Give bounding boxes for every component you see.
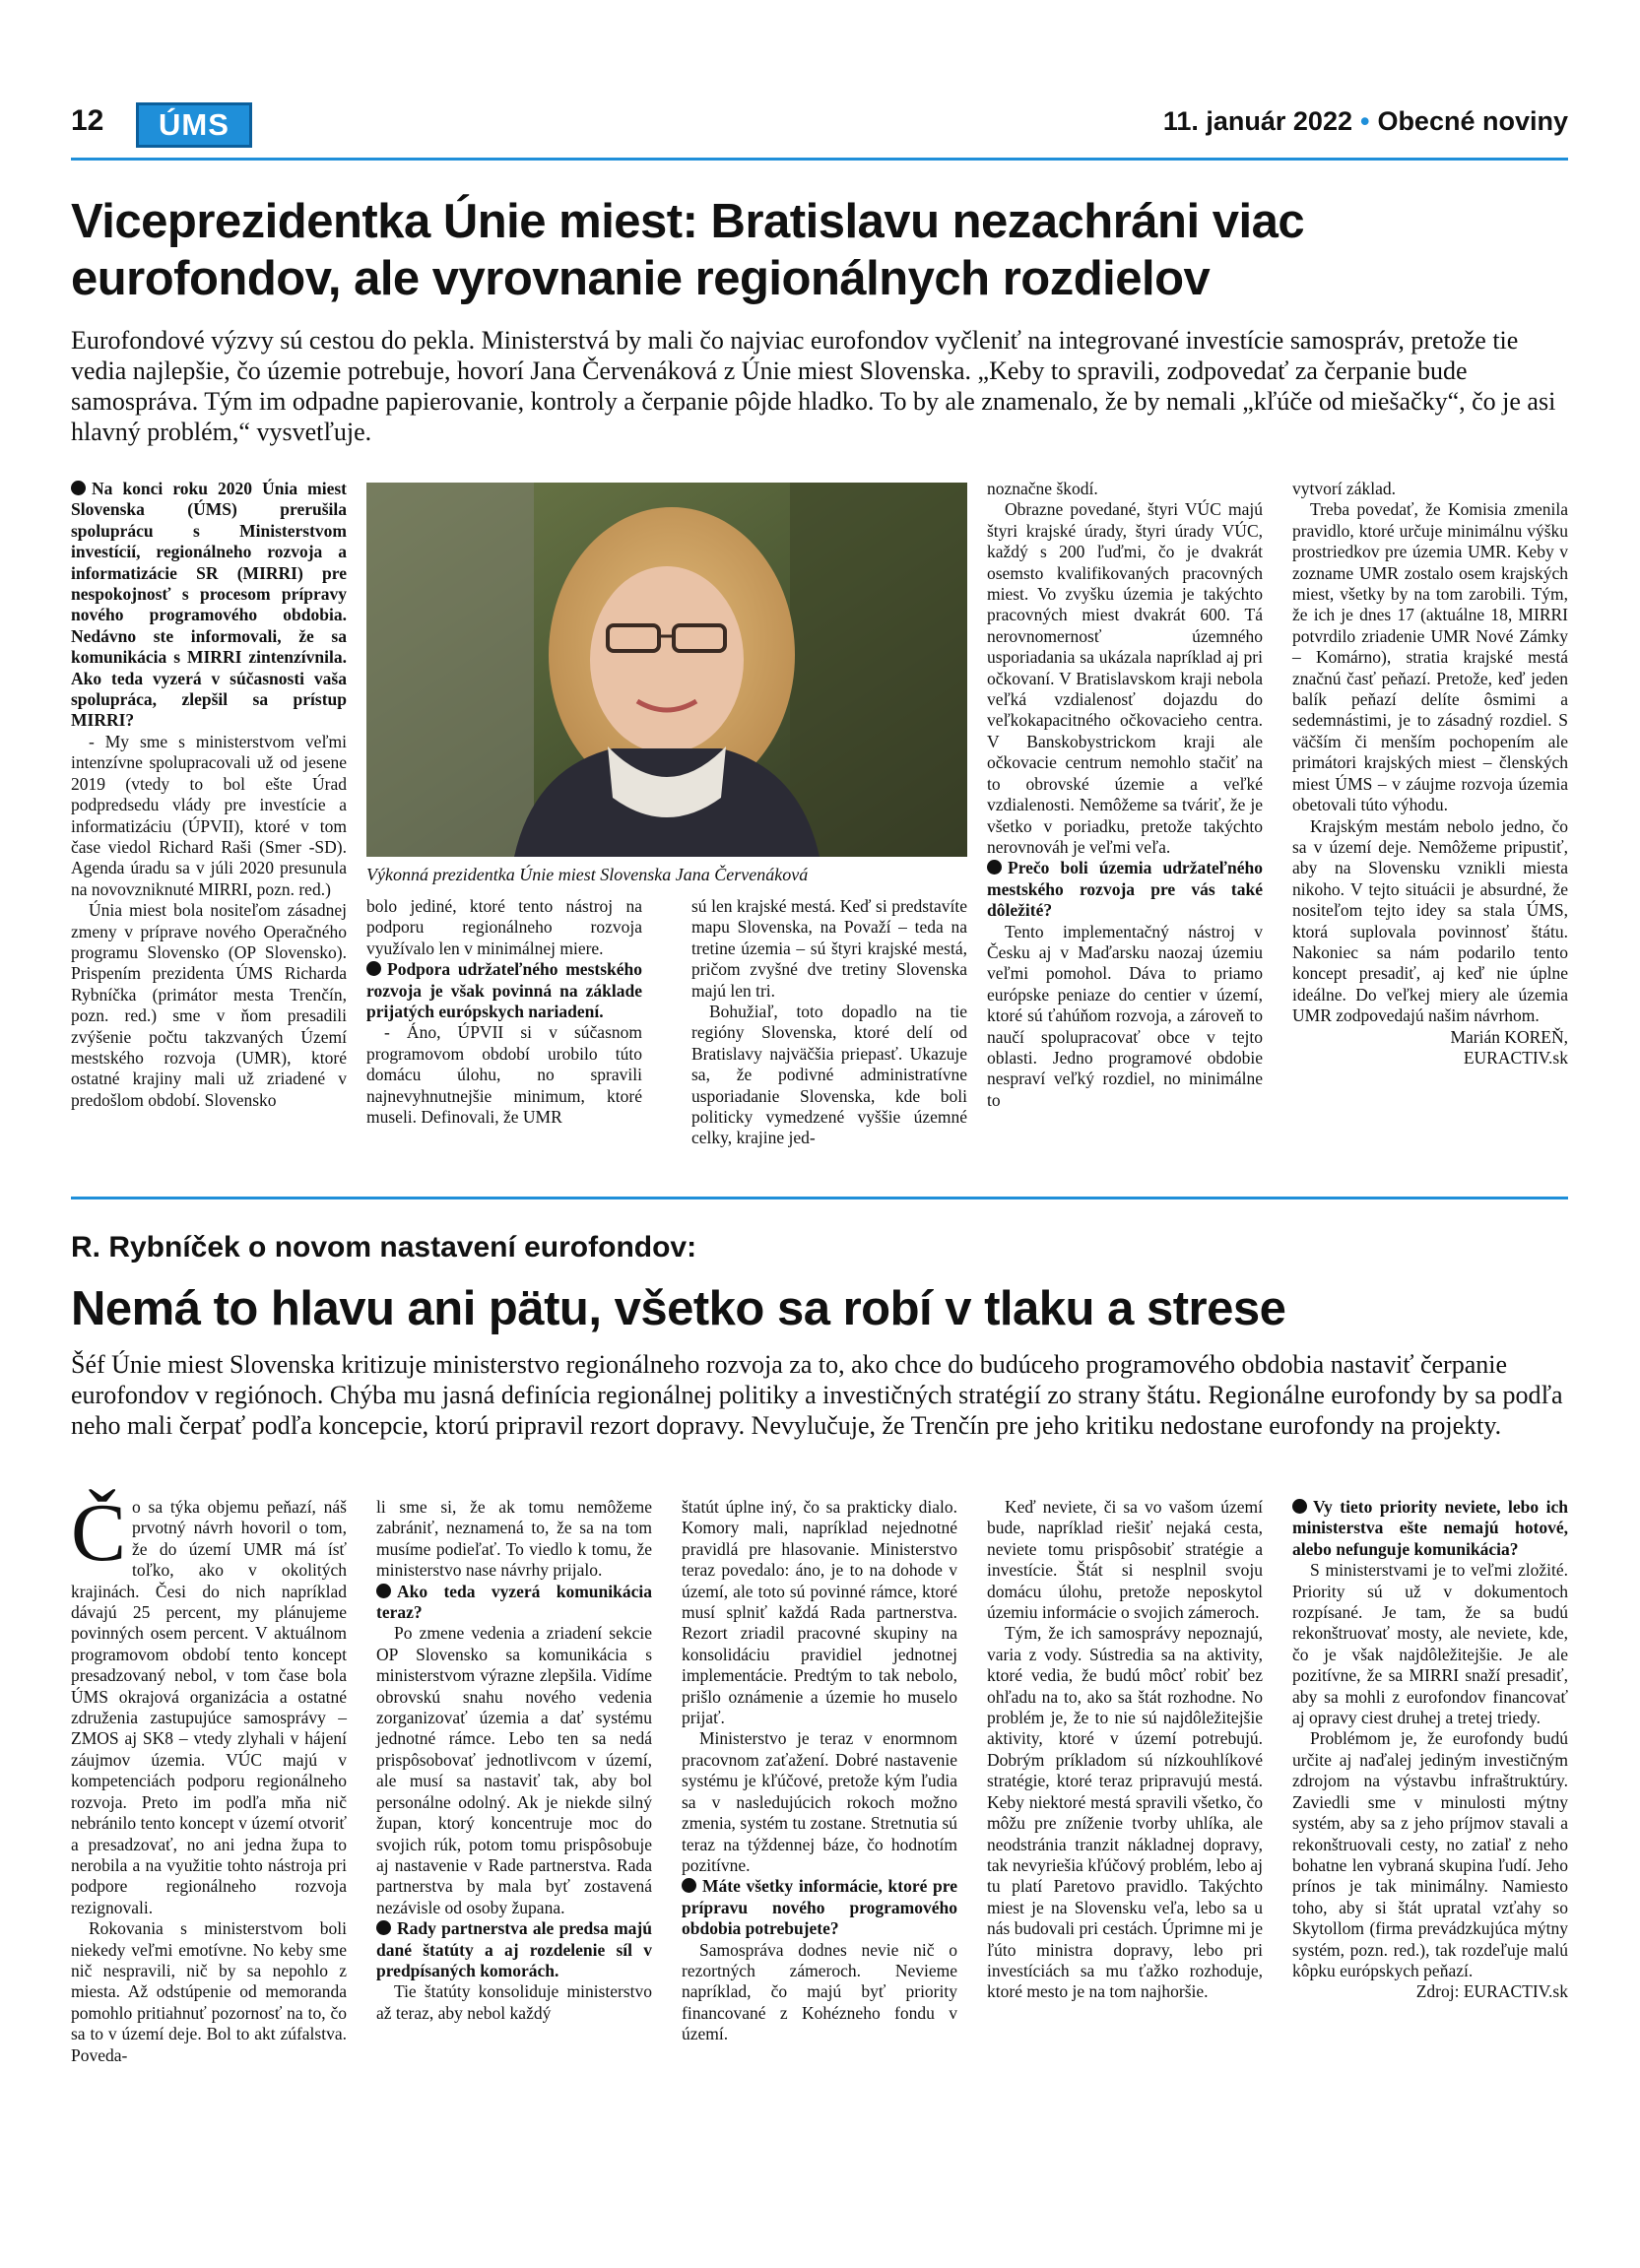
- paragraph: Krajským mestám nebolo jedno, čo sa v území deje. Nemôžeme pripustiť, aby na Slovensku vznikli miesta nikoho. V tejto situácii je absurdné, že nositeľom tejto idey sa stala ÚMS, ktorá suplovala povinnosť štátu. Nakoniec sa nám podarilo tento koncept presadiť, aj keď nie úplne ideálne. Do veľkej miery ale územia UMR zodpovedajú našim návrhom.: [1292, 815, 1568, 1026]
- article2-column-1: [71, 1487, 347, 2066]
- paragraph: Keď neviete, či sa vo vašom území bude, napríklad riešiť nejaká cesta, neviete tomu prispôsobiť stratégie a investície. Štát si nesplnil svoju domácu úlohu, pretože neposkytol územiu informácie o svojich zámeroch.: [987, 1497, 1263, 1623]
- portrait-photo: [366, 483, 967, 857]
- bullet-icon: [682, 1878, 696, 1893]
- paragraph: Ministerstvo je teraz v enormnom pracovnom zaťažení. Dobré nastavenie systému je kľúčové, pretože kým ľudia sa v nasledujúcich rokoch možno zmenia, systém tu zostane. Stretnutia sú teraz na týždennej báze, čo hodnotím pozitívne.: [682, 1728, 957, 1875]
- paragraph: Rokovania s ministerstvom boli niekedy veľmi emotívne. No keby sme nič nespravili, nič by sa nepohlo z miesta. Až odstúpenie od memoranda pomohlo pritiahnuť pozornosť na to, čo sa to v území deje. Bol to akt zúfalstva. Poveda-: [71, 1918, 347, 2065]
- issue-info: [1163, 106, 1568, 137]
- bullet-icon: [987, 860, 1002, 875]
- article2-column-3: [682, 1497, 957, 2045]
- article1-column-4: [987, 479, 1263, 1111]
- interview-question: Na konci roku 2020 Únia miest Slovenska (ÚMS) prerušila spoluprácu s Ministerstvom investícií, regionálneho rozvoja a informatizácie SR (MIRRI) pre nespokojnosť s procesom prípravy nového programového obdobia. Nedávno ste informovali, že sa komunikácia s MIRRI zintenzívnila. Ako teda vyzerá v súčasnosti vaša spolupráca, zlepšil sa prístup MIRRI?: [71, 479, 347, 731]
- page-header: [71, 95, 1568, 154]
- bullet-icon: [71, 481, 86, 495]
- paragraph: Po zmene vedenia a zriadení sekcie OP Slovensko sa komunikácia s ministerstvom výrazne zlepšila. Vidíme obrovskú snahu nového vedenia zorganizovať územia a dať systému jednotné rámce. Lebo ten sa nedá prispôsobovať jednotlivcom v území, ale musí sa nastaviť tak, aby bol personálne odolný. Ak je niekde silný župan, ktorý koncentruje moc do svojich rúk, potom tomu prispôsobuje aj nastavenie v Rade partnerstva. Rada partnerstva by mala byť zostavená nezávisle od osoby župana.: [376, 1623, 652, 1917]
- bullet-icon: [366, 961, 381, 976]
- drop-cap: Č: [71, 1487, 127, 1579]
- paragraph: Treba povedať, že Komisia zmenila pravidlo, ktoré určuje minimálnu výšku prostriedkov pre územia UMR. Keby v zozname UMR zostalo osem krajských miest, všetky by na tom zarobili. Tým, že ich je dnes 17 (aktuálne 18, MIRRI potvrdilo zriadenie UMR Nové Zámky – Komárno), stratia krajské mestá značnú časť peňazí. Pretože, keď jeden balík peňazí delíte ôsmimi a sedemnástimi, je to zásadný rozdiel. S väčším či menším pochopením ale primátori krajských miest – členských miest ÚMS – v záujme rozvoja územia obetovali túto výhodu.: [1292, 499, 1568, 815]
- bullet-icon: [1292, 1499, 1307, 1514]
- bullet-icon: [376, 1584, 391, 1598]
- paragraph: S ministerstvami je to veľmi zložité. Priority sú už v dokumentoch rozpísané. Je tam, že sa budú rekonštruovať mosty, ale neviete, kde, čo je však najdôležitejšie. Je ale pozitívne, že sa MIRRI snaží presadiť, aby sa mohli z eurofondov financovať aj opravy ciest druhej a tretej triedy.: [1292, 1560, 1568, 1728]
- paragraph: Obrazne povedané, štyri VÚC majú štyri krajské úrady, štyri úrady VÚC, každý s 200 ľuďmi, čo je dvakrát osemsto kvalifikovaných pracovných miest. Vo zvyšku územia je takýchto pracovných miest dvakrát 600. Tá nerovnomernosť územného usporiadania sa ukázala napríklad aj pri očkovaní. V Bratislavskom kraji nebola veľká vzdialenosť dojazdu do veľkokapacitného očkovacieho centra. V Banskobystrickom kraji ale očkovacie centrum nemohlo stačiť na to obrovské územie a veľké vzdialenosti. Nemôžeme sa tváriť, že je všetko v poriadku, pretože takýchto nerovnováh je veľmi veľa.: [987, 499, 1263, 857]
- portrait-illustration: [366, 483, 967, 857]
- paragraph: sú len krajské mestá. Keď si predstavíte mapu Slovenska, na Považí – teda na tretine územia – sú štyri krajské mestá, pričom zvyšné dve tretiny Slovenska majú len tri.: [691, 896, 967, 1001]
- author-name: Marián KOREŇ,: [1450, 1026, 1568, 1047]
- bullet-icon: [376, 1920, 391, 1935]
- interview-question: Podpora udržateľného mestského rozvoja je však povinná na základe prijatých európskych nariadení.: [366, 959, 642, 1022]
- paragraph: Čo sa týka objemu peňazí, náš prvotný návrh hovoril o tom, že do území UMR má ísť toľko, ako v okolitých krajinách. Česi do nich napríklad dávajú 25 percent, my plánujeme povinných osem percent. V aktuálnom programovom období tento koncept presadzovaný nebol, v tom čase bola ÚMS okrajová organizácia a ostatné združenia zastupujúce samosprávy – ZMOS aj SK8 – vtedy zlyhali v hájení záujmov územia. VÚC majú v kompetenciách podporu regionálneho rozvoja. Preto im podľa mňa nič nebránilo tento koncept v území otvoriť a presadzovať, no ani jedna župa to nerobila a na využitie tohto nástroja pri podpore regionálneho rozvoja rezignovali.: [71, 1487, 347, 1917]
- header-separator: •: [1359, 106, 1370, 136]
- article2-column-2: [376, 1497, 652, 2024]
- article2-headline: Nemá to hlavu ani pätu, všetko sa robí v tlaku a strese: [71, 1282, 1286, 1335]
- article2-lead: Šéf Únie miest Slovenska kritizuje ministerstvo regionálneho rozvoja za to, ako chce do budúceho programového obdobia nastaviť čerpanie eurofondov v regiónoch. Chýba mu jasná definícia regionálnej politiky a investičných stratégií zo strany štátu. Regionálne eurofondy by sa podľa neho mali čerpať podľa koncepcie, ktorú pripravil rezort dopravy. Nevylučuje, že Trenčín pre jeho kritiku nedostane eurofondy na projekty.: [71, 1350, 1563, 1440]
- photo-caption: Výkonná prezidentka Únie miest Slovenska Jana Červenáková: [366, 865, 809, 884]
- ums-logo: ÚMS: [136, 102, 252, 148]
- publication-name: Obecné noviny: [1377, 106, 1568, 136]
- article2-column-5: [1292, 1497, 1568, 2003]
- article2-column-4: [987, 1497, 1263, 2003]
- paragraph: Bohužiaľ, toto dopadlo na tie regióny Slovenska, ktoré delí od Bratislavy najväčšia priepasť. Ukazuje sa, že podivné administratívne usporiadanie Slovenska, kde boli politicky vymedzené vyššie územné celky, krajine jed-: [691, 1002, 967, 1148]
- article1-column-2: [366, 896, 642, 1128]
- article1-column-1: [71, 479, 347, 1111]
- article1-headline: Viceprezidentka Únie miest: Bratislavu nezachráni viac eurofondov, ale vyrovnanie regionálnych rozdielov: [71, 195, 1305, 305]
- paragraph: Problémom je, že eurofondy budú určite aj naďalej jediným investičným zdrojom na výstavbu infraštruktúry. Zaviedli sme v minulosti mýtny systém, aby sa z jeho príjmov stavali a rekonštruovali cesty, no zatiaľ z neho bohatne len vybraná skupina ľudí. Jeho prínos je tak minimálny. Namiesto toho, aby si štát upratal vzťahy so Skytollom (firma prevádzkujúca mýtny systém, pozn. red.), tak rozdeľuje malú kôpku európskych peňazí.: [1292, 1728, 1568, 1980]
- interview-question: Prečo boli územia udržateľného mestského rozvoja pre vás také dôležité?: [987, 858, 1263, 921]
- interview-question: Rady partnerstva ale predsa majú dané štatúty a aj rozdelenie síl v predpísaných komorách.: [376, 1918, 652, 1980]
- article-divider: [71, 1197, 1568, 1199]
- interview-question: Máte všetky informácie, ktoré pre prípravu nového programového obdobia potrebujete?: [682, 1876, 957, 1939]
- paragraph: Samospráva dodnes nevie nič o rezortných zámeroch. Nevieme napríklad, čo majú byť priority financované z Kohézneho fondu v území.: [682, 1939, 957, 2044]
- paragraph: noznačne škodí.: [987, 479, 1098, 498]
- article1-column-5: [1292, 479, 1568, 1069]
- paragraph: Únia miest bola nositeľom zásadnej zmeny v príprave nového Operačného programu Slovensko (OP Slovensko). Prispením prezidenta ÚMS Richarda Rybníčka (primátor mesta Trenčín, pozn. red.) sme v ňom presadili zvýšenie počtu takzvaných Území mestského rozvoja (UMR), ktoré ostatné krajiny mali už zriadené v predošlom období. Slovensko: [71, 900, 347, 1110]
- paragraph: - Áno, ÚPVII si v súčasnom programovom období urobilo túto domácu úlohu, no spravili najnevyhnutnejšie minimum, ktoré museli. Definovali, že UMR: [366, 1022, 642, 1128]
- paragraph: - My sme s ministerstvom veľmi intenzívne spolupracovali už od jesene 2019 (vtedy to bol ešte Úrad podpredsedu vlády pre investície a informatizáciu (ÚPVII), ktoré v tom čase viedol Richard Raši (Smer -SD). Agenda úradu sa v júli 2020 presunula na novovzniknuté MIRRI, pozn. red.): [71, 731, 347, 899]
- interview-question: Ako teda vyzerá komunikácia teraz?: [376, 1581, 652, 1623]
- issue-date: 11. január 2022: [1162, 106, 1352, 136]
- author-outlet: EURACTIV.sk: [1463, 1047, 1568, 1068]
- paragraph: vytvorí základ.: [1292, 479, 1396, 498]
- paragraph: Tým, že ich samosprávy nepoznajú, varia z vody. Sústredia sa na aktivity, ktoré vedia, že budú môcť robiť bez ohľadu na to, ako sa štát rozhodne. No problém je, že to nie sú najdôležitejšie aktivity, ktoré v území potrebujú. Dobrým príkladom sú nízkouhlíkové stratégie, ktoré teraz pripravujú mestá. Keby niektoré mestá spravili všetko, čo môžu pre zníženie tvorby uhlíka, ale neodstránia tranzit nákladnej dopravy, tak nevyriešia kľúčový problém, lebo aj tu platí Paretovo pravidlo. Takýchto miest je na Slovensku veľa, lebo sa u nás budovali pri cestách. Úprimne mi je ľúto ministra dopravy, lebo pri investíciách sa mu ťažko rozhoduje, ktoré mesto je na tom najhoršie.: [987, 1623, 1263, 2002]
- page-number: 12: [71, 104, 104, 137]
- article2-kicker: R. Rybníček o novom nastavení eurofondov:: [71, 1231, 697, 1264]
- paragraph: bolo jediné, ktoré tento nástroj na podporu regionálneho rozvoja využívalo len v minimálnej miere.: [366, 896, 642, 958]
- article1-lead: Eurofondové výzvy sú cestou do pekla. Ministerstvá by mali čo najviac eurofondov vyčleniť na integrované investície samospráv, pretože tie vedia najlepšie, čo územie potrebuje, hovorí Jana Červenáková z Únie miest Slovenska. „Keby to spravili, zodpovedať za čerpanie bude samospráva. Tým im odpadne papierovanie, kontroly a čerpanie pôjde hladko. To by ale znamenalo, že by nemali „kľúče od miešačky“, čo je asi hlavný problém,“ vysvetľuje.: [71, 326, 1556, 446]
- paragraph: li sme si, že ak tomu nemôžeme zabrániť, neznamená to, že sa na tom musíme podieľať. To viedlo k tomu, že ministerstvo nase návrhy prijalo.: [376, 1497, 652, 1581]
- interview-question: Vy tieto priority neviete, lebo ich ministerstva ešte nemajú hotové, alebo nefunguje komunikácia?: [1292, 1497, 1568, 1559]
- paragraph: Tento implementačný nástroj v Česku aj v Maďarsku naozaj územiu veľmi pomohol. Dáva to priamo európske peniaze do centier v území, ktoré sú ťahúňom rozvoja, a zároveň to naučí spolupracovať obce v tejto oblasti. Jedno programové obdobie nespraví veľký rozdiel, no minimálne to: [987, 921, 1263, 1110]
- paragraph: štatút úplne iný, čo sa prakticky dialo. Komory mali, napríklad nejednotné pravidlá pre hlasovanie. Ministerstvo teraz povedalo: áno, je to na dohode v území, ale toto sú povinné rámce, ktoré musí splniť každá Rada partnerstva. Rezort zriadil pracovné skupiny na konsolidáciu pravidiel jednotnej implementácie. Predtým to tak nebolo, prišlo oznámenie a územie ho muselo prijať.: [682, 1497, 957, 1728]
- article1-column-3: [691, 896, 967, 1149]
- paragraph: Tie štatúty konsolidujе ministerstvo až teraz, aby nebol každý: [376, 1981, 652, 2023]
- source-credit: Zdroj: EURACTIV.sk: [1415, 1981, 1568, 2002]
- header-rule: [71, 158, 1568, 161]
